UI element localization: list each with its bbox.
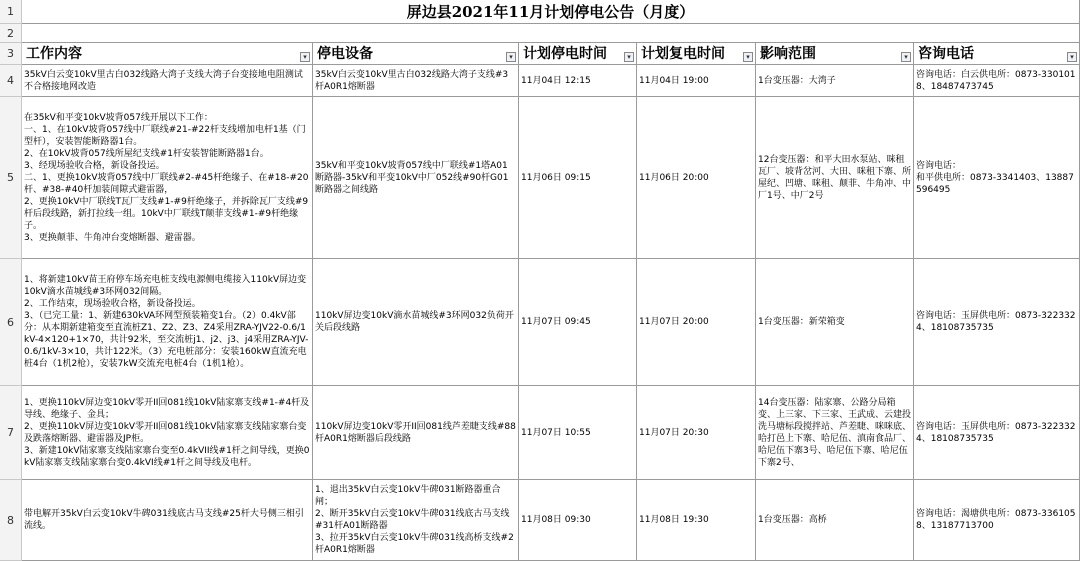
cell-phone[interactable] (914, 386, 1080, 480)
cell-text: 1台变压器：大湾子 (758, 75, 836, 86)
cell-text: 1、退出35kV白云变10kV牛碑031断路器重合闸； 2、断开35kV白云变10kV牛碑031线底古马支线#31杆A01断路器 3、拉开35kV白云变10kV牛碑031线高桥支线#2杆A0R1熔断器 (315, 485, 514, 555)
cell-phone[interactable] (914, 480, 1080, 561)
cell-off-time[interactable] (519, 480, 637, 561)
filter-dropdown-icon[interactable]: ▾ (1067, 52, 1077, 62)
cell-work-content[interactable] (22, 386, 313, 480)
cell-work-content[interactable] (22, 480, 313, 561)
cell-work-content[interactable] (22, 259, 313, 386)
cell-text: 11月06日 20:00 (639, 172, 709, 183)
cell-equipment[interactable] (313, 65, 519, 97)
header-off-time[interactable] (519, 43, 637, 65)
cell-text: 11月04日 12:15 (521, 75, 591, 86)
cell-text: 11月08日 19:30 (639, 515, 709, 525)
header-phone[interactable] (914, 43, 1080, 65)
cell-text: 11月07日 20:00 (639, 317, 709, 327)
cell-text: 35kV和平变10kV坡背057线中厂联线#1塔A01断路器-35kV和平变10kV中厂052线#90杆G01断路器之间线路 (315, 160, 509, 195)
cell-text: 11月07日 10:55 (521, 427, 591, 438)
sheet-title-text: 屏边县2021年11月计划停电公告（月度） (406, 2, 695, 21)
cell-phone[interactable] (914, 97, 1080, 259)
filter-dropdown-icon[interactable]: ▾ (901, 52, 911, 62)
header-label: 停电设备 (317, 45, 373, 62)
cell-text: 带电解开35kV白云变10kV牛碑031线底古马支线#25杆大号侧三相引流线。 (24, 509, 304, 531)
cell-text: 1、更换110kV屏边变10kV零开II回081线10kV陆家寨支线#1-#4杆及导线、绝缘子、金具； 2、更换110kV屏边变10kV零开II回081线10kV陆家寨支线陆家寨台变及跌落熔断器、避雷器及JP柜。 3、新建10kV陆家寨支线陆家寨台变至0.4kVII线#1杆之间导线，更换0kV陆家寨支线陆家寨台变0.4kVI线#1杆之间导线及电杆。 (24, 397, 310, 468)
row-number[interactable]: 8 (0, 480, 22, 561)
cell-text: 110kV屏边变10kV滴水苗城线#3环网032负荷开关后段线路 (315, 311, 514, 333)
sheet-title (22, 0, 1080, 24)
row-number[interactable]: 1 (0, 0, 22, 24)
cell-text: 12台变压器：和平大田水泵站、咪租瓦厂、坡背岔河、大田、咪租下寨、所屋纪、凹塘、咪租、颠菲、牛角冲、中厂1号、中厂2号 (758, 154, 912, 201)
cell-text: 11月04日 19:00 (639, 75, 709, 86)
header-label: 计划复电时间 (641, 45, 725, 62)
cell-text: 1台变压器：高桥 (758, 515, 827, 525)
row-number[interactable]: 6 (0, 259, 22, 386)
cell-text: 咨询电话：渴塘供电所：0873-3361058、13187713700 (916, 509, 1076, 531)
row-number[interactable]: 7 (0, 386, 22, 480)
cell-text: 35kV白云变10kV里古白032线路大湾子支线大湾子台变接地电阻测试不合格接地网改造 (24, 69, 303, 92)
cell-text: 咨询电话：玉屏供电所：0873-3223324、18108735735 (916, 421, 1076, 444)
cell-scope[interactable] (756, 97, 914, 259)
row-number[interactable]: 3 (0, 43, 22, 65)
cell-text: 35kV白云变10kV里古白032线路大湾子支线#3杆A0R1熔断器 (315, 69, 509, 92)
header-label: 计划停电时间 (523, 45, 607, 62)
cell-text: 11月08日 09:30 (521, 515, 591, 525)
filter-dropdown-icon[interactable]: ▾ (506, 52, 516, 62)
cell-scope[interactable] (756, 259, 914, 386)
row-number[interactable]: 4 (0, 65, 22, 97)
cell-on-time[interactable] (637, 386, 756, 480)
cell-equipment[interactable] (313, 480, 519, 561)
cell-off-time[interactable] (519, 386, 637, 480)
cell-off-time[interactable] (519, 65, 637, 97)
cell-work-content[interactable] (22, 65, 313, 97)
row-number[interactable]: 2 (0, 24, 22, 43)
cell-text: 11月07日 20:30 (639, 427, 709, 438)
cell-text: 咨询电话：白云供电所：0873-3301018、18487473745 (916, 69, 1076, 92)
cell-text: 11月07日 09:45 (521, 317, 591, 327)
empty-row-cell[interactable] (22, 24, 1080, 43)
cell-phone[interactable] (914, 259, 1080, 386)
cell-on-time[interactable] (637, 259, 756, 386)
cell-scope[interactable] (756, 480, 914, 561)
cell-phone[interactable] (914, 65, 1080, 97)
header-scope[interactable] (756, 43, 914, 65)
header-work-content[interactable] (22, 43, 313, 65)
cell-scope[interactable] (756, 65, 914, 97)
header-label: 影响范围 (760, 45, 816, 62)
cell-text: 1、将新建10kV苗王府停车场充电桩支线电源侧电缆接入110kV屏边变10kV滴水苗城线#3环网032间隔。 2、工作结束，现场验收合格，新设备投运。 3、（已完工量：1、新建630kVA环网型预装箱变1台。（2）0.4kV部分：从本期新建箱变至直流桩Z1、Z2、Z3、Z4采用ZRA-YJV22-0.6/1kV-4×120+1×70，共计92米，至交流桩j1、j2、j3、j4采用ZRA-YJV-0.6/1kV-3×10，共计122米。（3）充电桩部分：安装160kW直流充电桩4台（1机2枪），安装7kW交流充电桩4台（1机1枪）。 (24, 275, 309, 369)
filter-dropdown-icon[interactable]: ▾ (300, 52, 310, 62)
cell-equipment[interactable] (313, 97, 519, 259)
filter-dropdown-icon[interactable]: ▾ (624, 52, 634, 62)
cell-on-time[interactable] (637, 97, 756, 259)
cell-text: 14台变压器：陆家寨、公路分局箱变、上三家、下三家、王武成、云建投洗马塘标段搅拌站、芦差睫、咪咪底、哈打邑上下寨、哈尼伍、滇南食品厂、哈尼伍下寨3号、哈尼伍下寨、哈尼伍下寨2号、 (758, 397, 912, 468)
cell-text: 11月06日 09:15 (521, 172, 591, 183)
filter-dropdown-icon[interactable]: ▾ (743, 52, 753, 62)
cell-text: 在35kV和平变10kV坡背057线开展以下工作： 一、1、在10kV坡背057线中厂联线#21-#22杆支线增加电杆1基（门型杆），安装智能断路器1台。 2、在10kV坡背057线所屋纪支线#1杆安装智能断路器1台。 3、经现场验收合格，新设备投运。 二、1、更换10kV坡背057线中厂联线#2-#45杆绝缘子、在#18-#20杆、#38-#40杆加装间隙式避雷器， 2、更换10kV中厂联线T瓦厂支线#1-#9杆绝缘子，并拆除瓦厂支线#9杆后段线路，新打拉线一组。10kV中厂联线T颠菲支线#1-#9杆绝缘子。 3、更换颠菲、牛角冲台变熔断器、避雷器。 (24, 112, 309, 243)
header-label: 咨询电话 (918, 45, 974, 62)
cell-text: 1台变压器：新荣箱变 (758, 317, 845, 327)
cell-text: 咨询电话： 和平供电所：0873-3341403、13887596495 (916, 160, 1074, 195)
header-label: 工作内容 (26, 45, 82, 62)
cell-on-time[interactable] (637, 480, 756, 561)
row-number[interactable]: 5 (0, 97, 22, 259)
header-equipment[interactable] (313, 43, 519, 65)
cell-on-time[interactable] (637, 65, 756, 97)
cell-equipment[interactable] (313, 259, 519, 386)
header-on-time[interactable] (637, 43, 756, 65)
cell-equipment[interactable] (313, 386, 519, 480)
cell-text: 110kV屏边变10kV零开II回081线芦差睫支线#88杆A0R1熔断器后段线路 (315, 421, 516, 444)
cell-scope[interactable] (756, 386, 914, 480)
cell-off-time[interactable] (519, 97, 637, 259)
cell-text: 咨询电话：玉屏供电所：0873-3223324、18108735735 (916, 311, 1076, 333)
cell-off-time[interactable] (519, 259, 637, 386)
cell-work-content[interactable] (22, 97, 313, 259)
